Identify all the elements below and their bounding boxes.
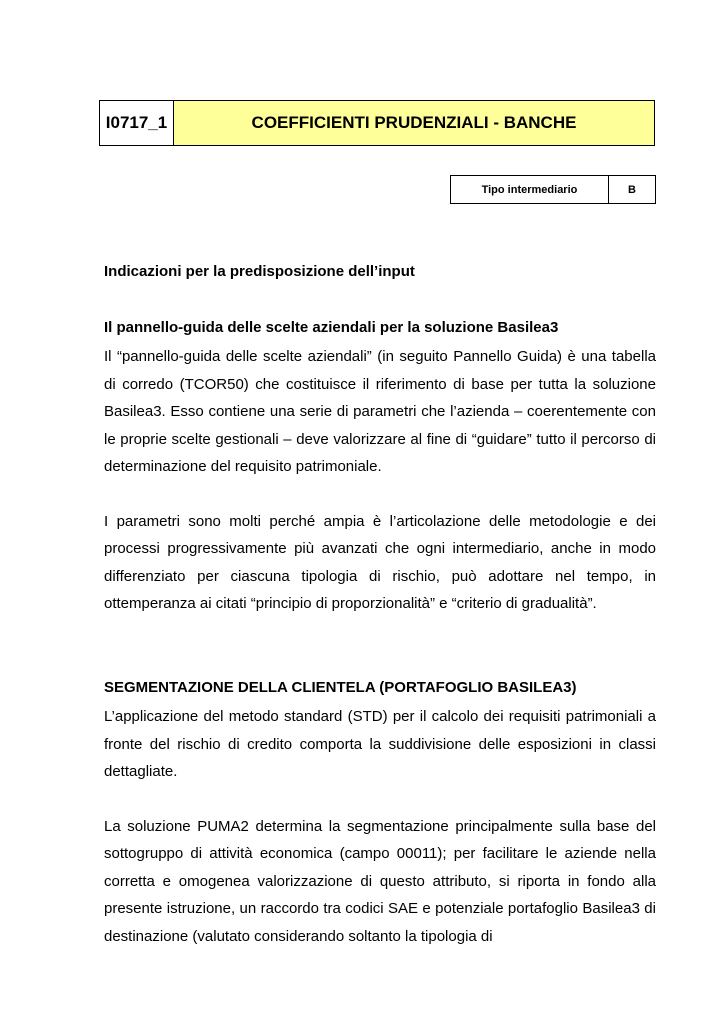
heading-segmentazione: SEGMENTAZIONE DELLA CLIENTELA (PORTAFOGLIO BASILEA3) [104,678,577,696]
document-header [99,100,655,146]
heading-input: Indicazioni per la predisposizione dell’input [104,263,415,280]
paragraph-parametri: I parametri sono molti perché ampia è l’articolazione delle metodologie e dei processi progressivamente più avanzati che ogni intermediario, anche in modo differenziato per ciascuna tipologia di rischio, può adottare nel tempo, in ottemperanza ai citati “principio di proporzionalità” e “criterio di gradualità”. [104,512,656,612]
paragraph-metodo-standard: L’applicazione del metodo standard (STD) per il calcolo dei requisiti patrimoniali a fronte del rischio di credito comporta la suddivisione delle esposizioni in classi dettagliate. [104,708,656,780]
document-code: I0717_1 [100,101,174,145]
tipo-intermediario-label: Tipo intermediario [451,176,609,203]
document-title: COEFFICIENTI PRUDENZIALI - BANCHE [174,101,654,145]
tipo-intermediario-box [450,175,656,204]
heading-pannello-guida: Il pannello-guida delle scelte aziendali per la soluzione Basilea3 [104,318,559,336]
paragraph-puma2: La soluzione PUMA2 determina la segmentazione principalmente sulla base del sottogruppo di attività economica (campo 00011); per facilitare le aziende nella corretta e omogenea valorizzazione di questo attributo, si riporta in fondo alla presente istruzione, un raccordo tra codici SAE e potenziale portafoglio Basilea3 di destinazione (valutato considerando soltanto la tipologia di [104,817,656,945]
tipo-intermediario-value: B [628,183,636,196]
document-body [104,258,656,950]
paragraph-pannello-guida: Il “pannello-guida delle scelte aziendali” (in seguito Pannello Guida) è una tabella di corredo (TCOR50) che costituisce il riferimento di base per tutta la soluzione Basilea3. Esso contiene una serie di parametri che l’azienda – coerentemente con le proprie scelte gestionali – deve valorizzare al fine di “guidare” tutto il percorso di determinazione del requisito patrimoniale. [104,348,656,475]
